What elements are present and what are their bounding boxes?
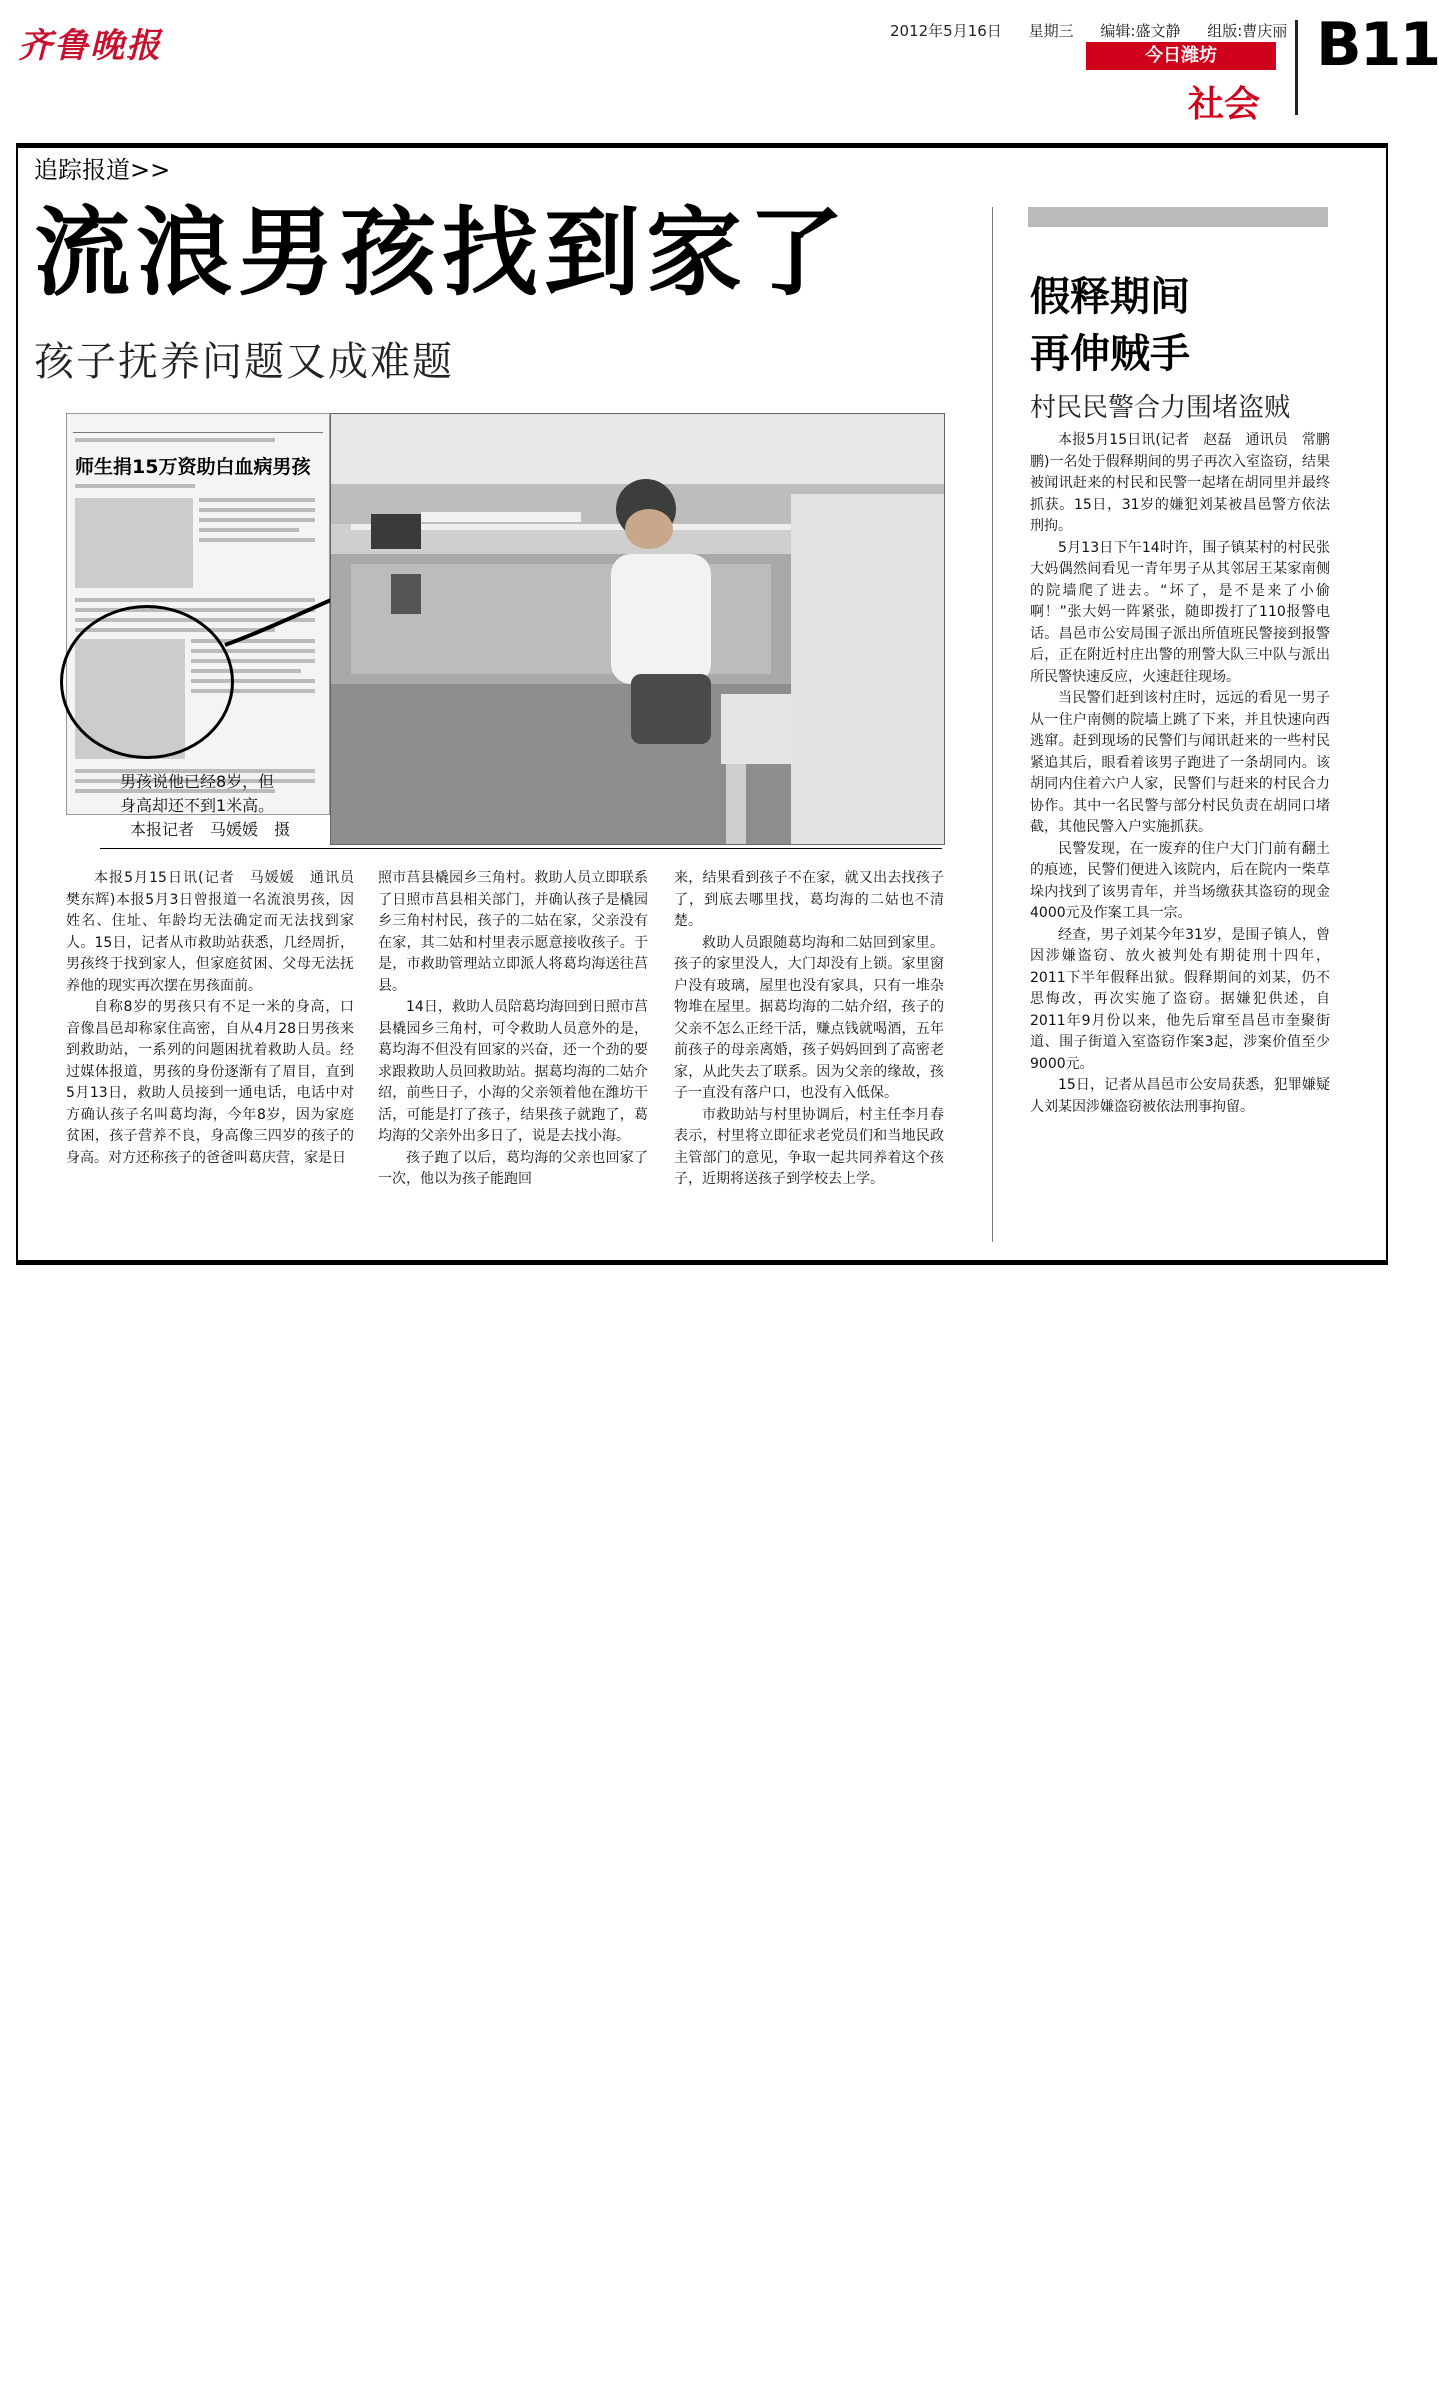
paragraph: 15日，记者从昌邑市公安局获悉，犯罪嫌疑人刘某因涉嫌盗窃被依法刑事拘留。 [1030, 1077, 1330, 1115]
issue-date: 2012年5月16日 [890, 22, 1002, 40]
headline: 流浪男孩找到家了 [34, 197, 850, 309]
paragraph: 照市莒县橇园乡三角村。救助人员立即联系了日照市莒县相关部门，并确认孩子是橇园乡三角村村民，孩子的二姑在家，父亲没有在家，其二姑和村里表示愿意接收孩子。于是，市救助管理站立即派人将葛均海送往莒县。 [378, 870, 648, 994]
main-story-column-1 [66, 868, 368, 1169]
side-headline-line-1: 假释期间 [1030, 274, 1190, 320]
caption-rule [100, 848, 942, 849]
page-number: B11 [1316, 10, 1439, 80]
paragraph: 孩子跑了以后，葛均海的父亲也回家了一次，他以为孩子能跑回 [378, 1149, 648, 1187]
clipping-header [73, 418, 323, 433]
editor-credit: 编辑:盛文静 [1100, 22, 1181, 40]
column-divider [992, 207, 993, 1242]
paragraph: 当民警们赶到该村庄时，远远的看见一男子从一住户南侧的院墙上跳了下来，并且快速向西逃窜。赶到现场的民警们与闻讯赶来的一些村民紧追其后，眼看着该男子跑进了一条胡同内。该胡同内住着六户人家，民警们与赶来的村民合力协作。其中一名民警与部分村民负责在胡同口堵截，其他民警入户实施抓获。 [1030, 690, 1330, 835]
subheadline: 孩子抚养问题又成难题 [34, 339, 454, 385]
paragraph: 救助人员跟随葛均海和二姑回到家里。孩子的家里没人，大门却没有上锁。家里窗户没有玻璃，屋里也没有家具，只有一堆杂物堆在屋里。据葛均海的二姑介绍，孩子的父亲不怎么正经干活，赚点钱就喝酒，五年前孩子的母亲离婚，孩子妈妈回到了高密老家，从此失去了联系。因为父亲的缘故，孩子一直没有落户口，也没有入低保。 [674, 934, 944, 1101]
paragraph: 14日，救助人员陪葛均海回到日照市莒县橇园乡三角村，可令救助人员意外的是，葛均海不但没有回家的兴奋，还一个劲的要求跟救助人员回救助站。据葛均海的二姑介绍，前些日子，小海的父亲领着他在潍坊干活，可能是打了孩子，结果孩子就跑了，葛均海的父亲外出多日了，说是去找小海。 [378, 999, 648, 1144]
photo-credit: 本报记者 马媛媛 摄 [130, 820, 291, 839]
paragraph: 市救助站与村里协调后，村主任李月春表示，村里将立即征求老党员们和当地民政主管部门的意见，争取一起共同养着这个孩子，近期将送孩子到学校去上学。 [674, 1106, 944, 1187]
paragraph: 民警发现，在一废弃的住户大门门前有翻土的痕迹，民警们便进入该院内，后在院内一柴草垛内找到了该男青年，并当场缴获其盗窃的现金4000元及作案工具一宗。 [1030, 840, 1330, 921]
section-name: 社会 [1188, 84, 1261, 125]
side-story-body [1030, 430, 1330, 1118]
side-story-bar [1028, 207, 1328, 227]
caption-line-2: 身高却还不到1米高。 [120, 796, 275, 815]
masthead-logo: 齐鲁晚报 [18, 26, 162, 66]
photo-caption [120, 770, 320, 842]
clipping-title: 师生捐15万资助白血病男孩 [75, 456, 311, 478]
paragraph: 经查，男子刘某今年31岁，是围子镇人，曾因涉嫌盗窃、放火被判处有期徒刑十四年，2011下半年假释出狱。假释期间的刘某，仍不思悔改，再次实施了盗窃。据嫌犯供述，自2011年9月份以来，他先后窜至昌邑市奎聚街道、围子街道入室盗窃作案3起，涉案价值至少9000元。 [1030, 926, 1330, 1072]
paragraph: 来，结果看到孩子不在家，就又出去找孩子了，到底去哪里找，葛均海的二姑也不清楚。 [674, 870, 944, 929]
boy-at-desk-photo [330, 413, 945, 845]
region-badge: 今日潍坊 [1086, 42, 1276, 70]
side-headline-line-2: 再伸贼手 [1030, 331, 1190, 377]
highlight-circle [60, 605, 234, 759]
main-story-column-3 [674, 868, 944, 1191]
layout-credit: 组版:曹庆丽 [1207, 22, 1288, 40]
paragraph: 自称8岁的男孩只有不足一米的身高，口音像昌邑却称家住高密，自从4月28日男孩来到救助站，一系列的问题困扰着救助人员。经过媒体报道，男孩的身份逐渐有了眉目，直到5月13日，救助人员接到一通电话，电话中对方确认孩子名叫葛均海，今年8岁，因为家庭贫困，孩子营养不良，身高像三四岁的孩子的身高。对方还称孩子的爸爸叫葛庆营，家是日 [66, 999, 354, 1166]
side-subheadline: 村民民警合力围堵盗贼 [1030, 393, 1291, 423]
paragraph: 本报5月15日讯(记者 赵磊 通讯员 常鹏鹏)一名处于假释期间的男子再次入室盗窃，结果被闻讯赶来的村民和民警一起堵在胡同里并最终抓获。15日，31岁的嫌犯刘某被昌邑警方依法刑拘。 [1030, 432, 1330, 534]
kicker: 追踪报道>> [34, 156, 171, 184]
issue-meta [890, 20, 1309, 41]
header-divider [1295, 20, 1298, 115]
paragraph: 5月13日下午14时许，围子镇某村的村民张大妈偶然间看见一青年男子从其邻居王某家南侧的院墙爬了进去。“坏了，是不是来了小偷啊！”张大妈一阵紧张，随即拨打了110报警电话。昌邑市公安局围子派出所值班民警接到报警后，正在附近村庄出警的刑警大队三中队与派出所民警快速反应，火速赶往现场。 [1030, 539, 1330, 685]
caption-line-1: 男孩说他已经8岁，但 [120, 772, 275, 791]
paragraph: 本报5月15日讯(记者 马媛媛 通讯员 樊东辉)本报5月3日曾报道一名流浪男孩，因姓名、住址、年龄均无法确定而无法找到家人。15日，记者从市救助站获悉，几经周折，男孩终于找到家人，但家庭贫困、父母无法抚养他的现实再次摆在男孩面前。 [66, 870, 368, 994]
issue-weekday: 星期三 [1028, 22, 1074, 40]
main-story-column-2 [378, 868, 648, 1191]
